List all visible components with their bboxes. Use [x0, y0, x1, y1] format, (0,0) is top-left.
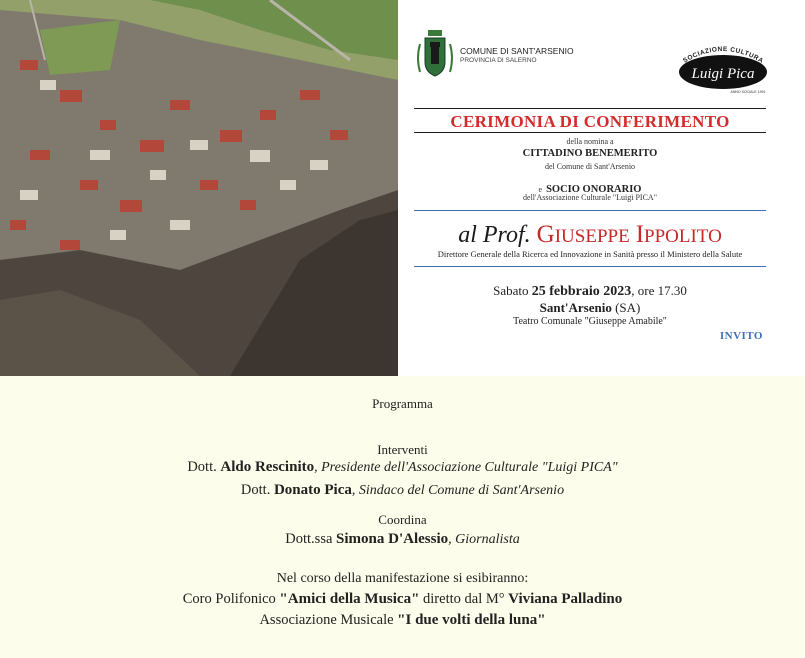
speaker-2 — [0, 482, 805, 499]
honor-title-2-of: dell'Associazione Culturale "Luigi PICA" — [523, 193, 657, 202]
nomination-text: della nomina a — [566, 137, 614, 146]
comune-name: COMUNE DI SANT'ARSENIO — [460, 46, 574, 56]
moderator — [0, 531, 805, 548]
association-top-text: SOCIAZIONE CULTURA — [681, 45, 765, 65]
honoree-last-initial: I — [635, 221, 645, 248]
interventi-label: Interventi — [377, 442, 428, 457]
moderator-role: , Giornalista — [448, 532, 520, 547]
performer-1-name: "Amici della Musica" — [279, 591, 420, 607]
speaker-2-role: , Sindaco del Comune di Sant'Arsenio — [351, 483, 565, 498]
performers-intro: Nel corso della manifestazione si esibiranno: — [276, 571, 529, 586]
role-rule — [414, 266, 766, 267]
speaker-2-name: Donato Pica — [273, 482, 352, 498]
honoree-first-rest: IUSEPPE — [554, 226, 630, 247]
event-venue: Teatro Comunale "Giuseppe Amabile" — [513, 316, 667, 327]
honor-title-2-prefix: e — [538, 185, 543, 194]
honoree-last-rest: PPOLITO — [644, 226, 722, 247]
speaker-1-name: Aldo Rescinito — [220, 459, 315, 475]
comune-province: PROVINCIA DI SALERNO — [460, 57, 537, 64]
town-aerial-photo — [0, 0, 398, 376]
performer-1-director: Viviana Palladino — [508, 591, 623, 607]
honor-title-1: CITTADINO BENEMERITO — [522, 148, 658, 159]
speaker-1 — [0, 459, 805, 476]
event-date — [414, 283, 766, 300]
speaker-1-title: Dott. — [187, 459, 221, 475]
performer-2-prefix: Associazione Musicale — [259, 612, 398, 628]
invito-label: INVITO — [719, 330, 763, 342]
top-rule — [414, 108, 766, 109]
association-logo — [676, 40, 770, 94]
speaker-1-role: , Presidente dell'Associazione Culturale "Luigi PICA" — [314, 460, 618, 475]
comune-logo — [414, 28, 574, 84]
speaker-2-title: Dott. — [240, 482, 274, 498]
association-name: Luigi Pica — [691, 66, 755, 82]
event-city-name: Sant'Arsenio — [539, 300, 612, 315]
honoree-prefix: al Prof. — [458, 222, 531, 248]
event-date-value: 25 febbraio 2023 — [531, 284, 632, 299]
performer-1-mid: diretto dal M° — [419, 591, 509, 607]
event-city — [414, 300, 766, 316]
honoree-role: Direttore Generale della Ricerca ed Innovazione in Sanità presso il Ministero della Salute — [437, 249, 743, 259]
invitation-card — [398, 0, 805, 376]
performer-2 — [0, 612, 805, 629]
honoree-first-initial: G — [536, 221, 555, 248]
programme-title: Programma — [372, 396, 433, 411]
event-time: , ore 17.30 — [631, 283, 687, 298]
ceremony-rule — [414, 132, 766, 133]
performer-1 — [0, 591, 805, 608]
event-day: Sabato — [493, 283, 529, 298]
honor-title-2: SOCIO ONORARIO — [546, 184, 642, 195]
honor-title-1-of: del Comune di Sant'Arsenio — [544, 162, 636, 171]
coat-of-arms-icon — [414, 28, 456, 84]
performer-2-name: "I due volti della luna" — [397, 612, 546, 628]
ceremony-title: CERIMONIA DI CONFERIMENTO — [450, 112, 730, 131]
honoree-name — [414, 221, 766, 249]
event-province: (SA) — [611, 300, 641, 315]
honoree-rule — [414, 210, 766, 211]
moderator-title: Dott.ssa — [285, 531, 337, 547]
moderator-name: Simona D'Alessio — [336, 531, 449, 547]
performer-1-prefix: Coro Polifonico — [182, 591, 280, 607]
association-since: ANNO SOCIALE 1991 — [730, 90, 766, 94]
coordina-label: Coordina — [378, 512, 427, 527]
